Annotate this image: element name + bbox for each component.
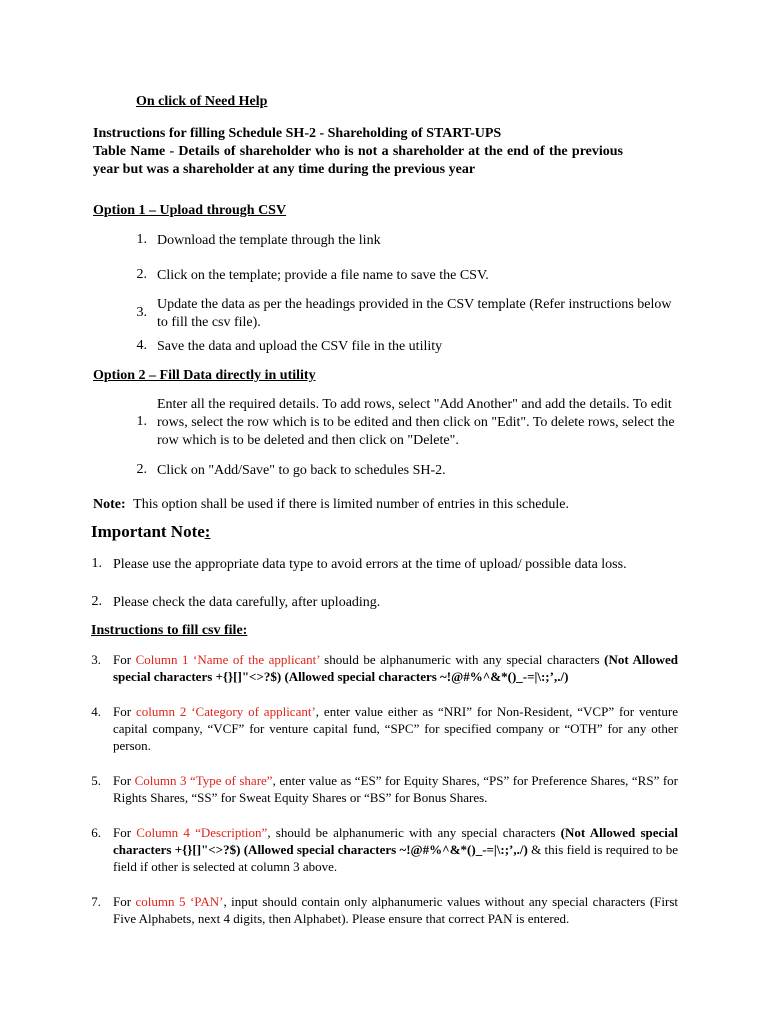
heading-line-1: Instructions for filling Schedule SH-2 - Shareholding of START-UPS <box>93 126 502 141</box>
important-note-title <box>91 522 210 542</box>
note-label: Note: <box>93 497 126 512</box>
column-reference: Column 4 “Description” <box>136 825 268 840</box>
text-for: For <box>113 773 135 788</box>
text-for: For <box>113 825 137 840</box>
list-number: 1. <box>136 232 147 247</box>
column-reference: column 5 ‘PAN’ <box>135 894 224 909</box>
list-number: 1. <box>91 556 102 571</box>
list-number: 1. <box>136 414 147 429</box>
text-for: For <box>113 894 136 909</box>
list-text <box>113 824 678 875</box>
list-number: 6. <box>91 825 101 840</box>
list-number: 3. <box>136 305 147 320</box>
text-part: & this field is required to be field if other is selected at column 3 above. <box>113 842 678 874</box>
list-text: Please check the data carefully, after uploading. <box>113 595 381 610</box>
column-reference: column 2 ‘Category of applicant’ <box>135 704 316 719</box>
list-text: Enter all the required details. To add rows, select "Add Another" and add the details. To edit rows, select the row which is to be edited and then click on "Edit". To delete rows, select the row which is to be deleted and then click on "Delete". <box>157 397 675 448</box>
heading-line-2: Table Name - Details of shareholder who is not a shareholder at the end of the previous year but was a shareholder at any time during the previous year <box>93 144 623 177</box>
list-text <box>113 772 678 806</box>
note <box>93 497 693 513</box>
list-text <box>113 703 678 754</box>
csv-instructions-title: Instructions to fill csv file: <box>91 623 248 638</box>
list-number: 2. <box>136 462 147 477</box>
important-note-label: Important Note <box>91 522 205 541</box>
list-text: Download the template through the link <box>157 233 381 248</box>
schedule-heading <box>93 125 623 179</box>
list-text: Please use the appropriate data type to avoid errors at the time of upload/ possible data loss. <box>113 557 627 572</box>
list-number: 7. <box>91 894 101 909</box>
text-part: should be alphanumeric with any special characters <box>319 652 605 667</box>
text-part: , input should contain only alphanumeric values without any special characters (First Five Alphabets, next 4 digits, then Alphabet). Please ensure that correct PAN is entered. <box>113 894 678 926</box>
column-reference: Column 3 “Type of share” <box>134 773 273 788</box>
list-number: 5. <box>91 773 101 788</box>
list-text: Click on "Add/Save" to go back to schedules SH-2. <box>157 463 446 478</box>
list-number: 2. <box>91 594 102 609</box>
list-text <box>113 893 678 927</box>
list-number: 3. <box>91 652 101 667</box>
column-reference: Column 1 ‘Name of the applicant’ <box>135 652 320 667</box>
list-number: 2. <box>136 267 147 282</box>
list-text: Click on the template; provide a file name to save the CSV. <box>157 268 489 283</box>
list-text <box>113 651 678 685</box>
bold-text: (Not Allowed special characters +{}[]"<>?$) (Allowed special characters ~!@#%^&*()_-=|\:;’,./) <box>113 652 678 684</box>
list-number: 4. <box>136 338 147 353</box>
text-for: For <box>113 704 136 719</box>
text-for: For <box>113 652 136 667</box>
text-part: , enter value either as “NRI” for Non-Resident, “VCP” for venture capital company, “VCF” for venture capital fund, “SPC” for specified company or “OTH” for any other person. <box>113 704 679 753</box>
option2-title: Option 2 – Fill Data directly in utility <box>93 368 316 383</box>
list-text: Save the data and upload the CSV file in the utility <box>157 339 443 354</box>
note-text: This option shall be used if there is limited number of entries in this schedule. <box>133 497 570 512</box>
bold-text: (Not Allowed special characters +{}[]"<>?$) (Allowed special characters ~!@#%^&*()_-=|\:;’,./) <box>113 825 678 857</box>
page-title: On click of Need Help <box>136 94 268 109</box>
text-part: , enter value as “ES” for Equity Shares, “PS” for Preference Shares, “RS” for Rights Shares, “SS” for Sweat Equity Shares or “BS” for Bonus Shares. <box>113 773 678 805</box>
option1-title: Option 1 – Upload through CSV <box>93 203 287 218</box>
list-text: Update the data as per the headings provided in the CSV template (Refer instructions below to fill the csv file). <box>157 297 672 330</box>
text-part: , should be alphanumeric with any special characters <box>267 825 561 840</box>
list-number: 4. <box>91 704 101 719</box>
important-note-colon: : <box>204 522 211 541</box>
